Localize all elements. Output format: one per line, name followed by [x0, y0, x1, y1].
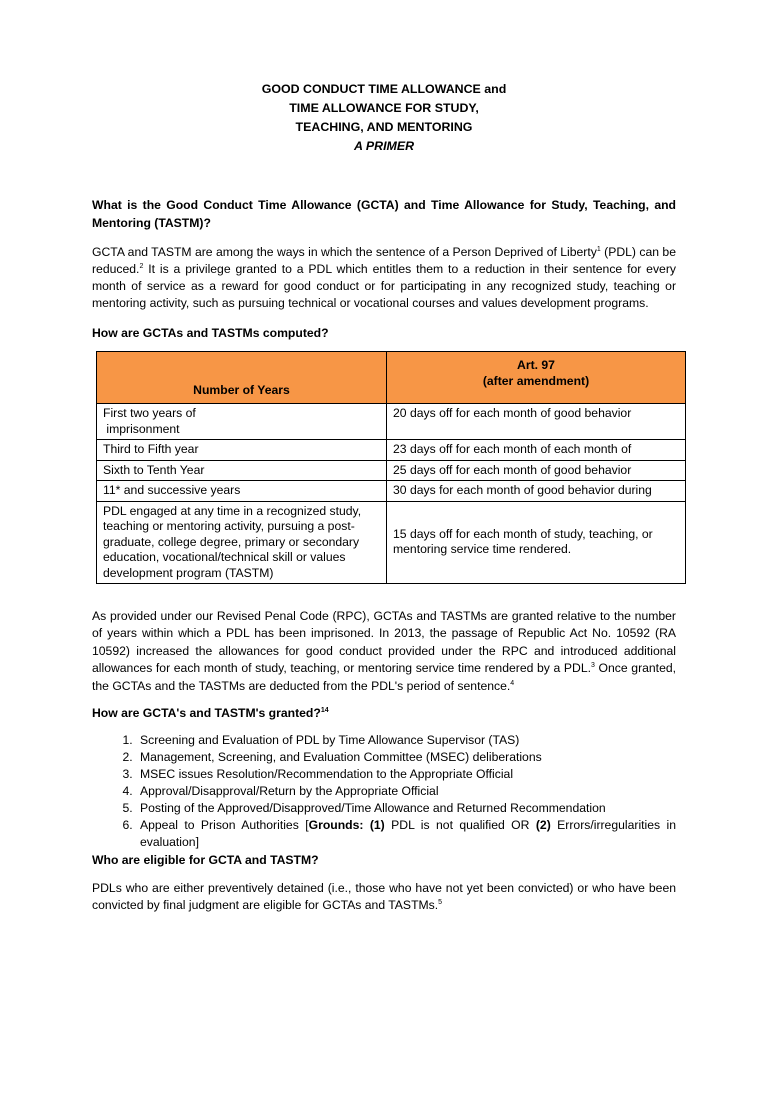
- question-what-is-gcta: What is the Good Conduct Time Allowance (GCTA) and Time Allowance for Study, Teaching, and Mentoring (TASTM)?: [92, 198, 676, 230]
- list-item: 4. Approval/Disapproval/Return by the Appropriate Official: [136, 783, 676, 800]
- table-row: [97, 404, 686, 440]
- title-subtitle: A PRIMER: [353, 139, 415, 153]
- step6-text-part-1: Appeal to Prison Authorities [: [140, 818, 309, 833]
- header-art-97: [387, 352, 686, 404]
- table-header-row: [97, 352, 686, 404]
- step6-text-part-3: Errors/irregularities in evaluation]: [140, 818, 677, 850]
- answer-who-eligible: [92, 880, 676, 914]
- rpc-text-part-1: As provided under our Revised Penal Code (RPC), GCTAs and TASTMs are granted relative to the number of years within which a PDL has been imprisoned. In 2013, the passage of Republic Act No. 10592 (RA 10592) increased the allowances for good conduct provided under the RPC and introduced additional allowances for each month of study, teaching, or mentoring service time rendered by a PDL.: [92, 609, 676, 676]
- eligible-text: PDLs who are either preventively detained (i.e., those who have not yet been convicted) or who have been convicted by final judgment are eligible for GCTAs and TASTMs.: [92, 881, 676, 913]
- table-cell-allowance: 25 days off for each month of good behavior: [387, 460, 686, 481]
- table-cell-allowance: 23 days off for each month of each month of: [387, 440, 686, 461]
- rpc-text-part-2: Once granted, the GCTAs and the TASTMs are deducted from the PDL's period of sentence.: [92, 661, 677, 693]
- step6-text-part-2: PDL is not qualified OR: [384, 818, 536, 833]
- header-art-97-line-2: (after amendment): [482, 373, 590, 388]
- header-number-of-years: Number of Years: [97, 352, 387, 404]
- table-cell-allowance: 20 days off for each month of good behavior: [387, 404, 686, 440]
- table-cell-allowance: 30 days for each month of good behavior during: [387, 481, 686, 502]
- list-item: [136, 817, 676, 851]
- table-cell-years: PDL engaged at any time in a recognized study, teaching or mentoring activity, pursuing a post-graduate, college degree, primary or secondary education, vocational/technical skill or values development program (TASTM): [97, 501, 387, 584]
- table-cell-years: Third to Fifth year: [97, 440, 387, 461]
- answer-text-part-1: GCTA and TASTM are among the ways in which the sentence of a Person Deprived of Liberty: [92, 245, 597, 259]
- document-title: [92, 80, 676, 156]
- title-line-3: TEACHING, AND MENTORING: [295, 120, 473, 134]
- footnote-ref-3[interactable]: 3: [591, 662, 595, 670]
- footnote-ref-14[interactable]: 14: [320, 706, 329, 714]
- question-who-eligible: Who are eligible for GCTA and TASTM?: [92, 853, 319, 868]
- footnote-ref-5[interactable]: 5: [438, 898, 443, 906]
- granting-steps-list: [92, 732, 676, 851]
- header-art-97-line-1: Art. 97: [517, 358, 555, 372]
- question-how-granted: [92, 704, 676, 722]
- paragraph-rpc-provisions: [92, 608, 676, 695]
- title-line-1: GOOD CONDUCT TIME ALLOWANCE and: [261, 82, 507, 96]
- list-item: 2. Management, Screening, and Evaluation Committee (MSEC) deliberations: [136, 749, 676, 766]
- document-page: [0, 80, 768, 1104]
- table-row: [97, 501, 686, 584]
- allowance-table: [96, 351, 686, 584]
- title-line-2: TIME ALLOWANCE FOR STUDY,: [289, 101, 479, 115]
- table-cell-years: Sixth to Tenth Year: [97, 460, 387, 481]
- question-how-granted-text: How are GCTA's and TASTM's granted?: [92, 706, 321, 721]
- footnote-ref-4[interactable]: 4: [510, 679, 515, 687]
- list-item: 1. Screening and Evaluation of PDL by Time Allowance Supervisor (TAS): [136, 732, 676, 749]
- table-cell-years: First two years of imprisonment: [97, 404, 387, 440]
- table-cell-allowance: 15 days off for each month of study, teaching, or mentoring service time rendered.: [387, 501, 686, 584]
- footnote-ref-1[interactable]: 1: [596, 245, 601, 253]
- answer-text-part-2: (PDL) can be reduced.: [92, 245, 676, 276]
- answer-what-is-gcta: [92, 244, 676, 312]
- list-item: 5. Posting of the Approved/Disapproved/Time Allowance and Returned Recommendation: [136, 800, 676, 817]
- table-cell-years: 11* and successive years: [97, 481, 387, 502]
- list-item: 3. MSEC issues Resolution/Recommendation to the Appropriate Official: [136, 766, 676, 783]
- footnote-ref-2[interactable]: 2: [139, 262, 144, 270]
- question-how-computed: How are GCTAs and TASTMs computed?: [92, 326, 329, 340]
- table-row: [97, 481, 686, 502]
- step6-grounds-label: Grounds: (1): [308, 818, 385, 833]
- table-row: [97, 460, 686, 481]
- answer-text-part-3: It is a privilege granted to a PDL which entitles them to a reduction in their sentence for every month of service as a reward for good conduct or for participating in any recognized study, teaching or mentoring activity, such as pursuing technical or vocational courses and values development programs.: [92, 262, 676, 310]
- table-row: [97, 440, 686, 461]
- step6-bold-2: (2): [535, 818, 551, 833]
